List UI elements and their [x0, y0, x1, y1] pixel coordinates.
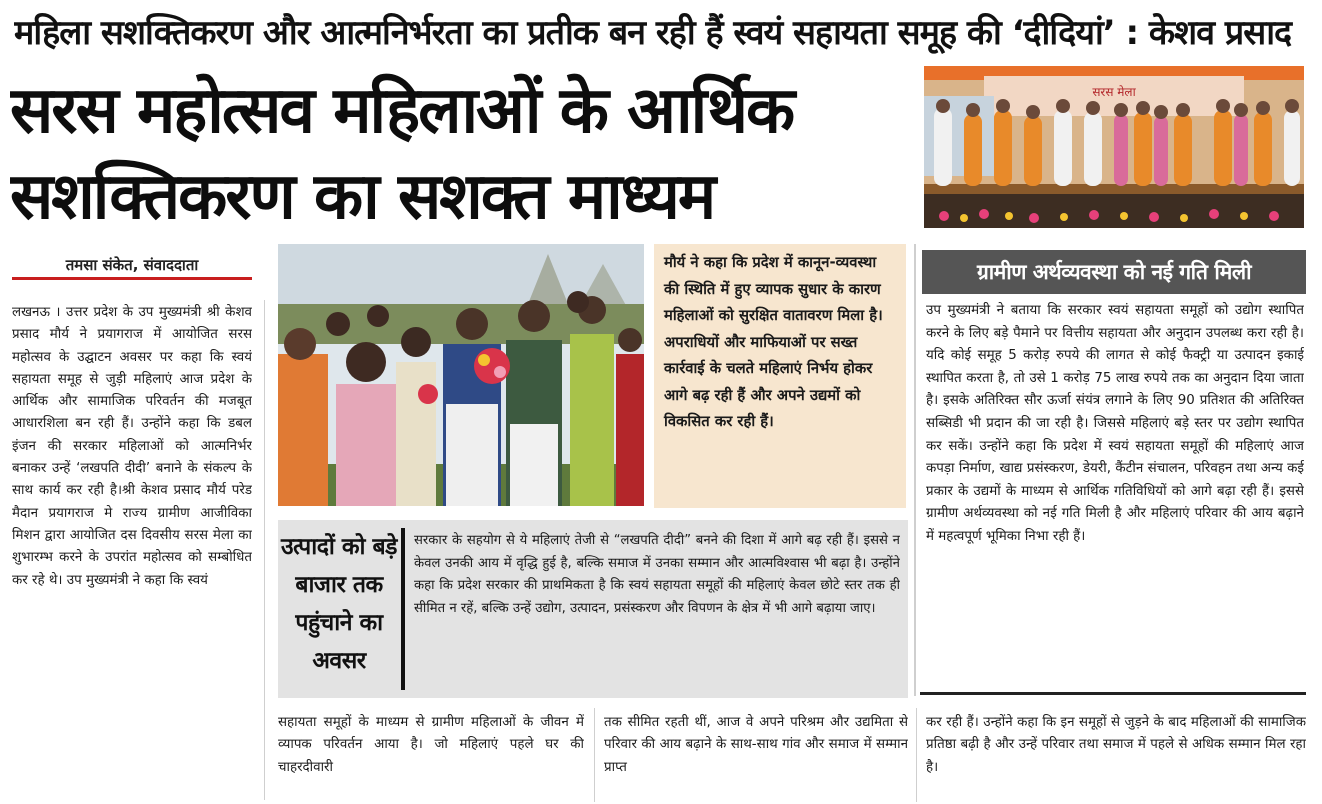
article-column-4-bottom: कर रही हैं। उन्होंने कहा कि इन समूहों से जुड़ने के बाद महिलाओं की सामाजिक प्रतिष्ठा बढ़ी है और उन्हें परिवार तथा समाज में पहले से अधिक सम्मान मिल रहा है।: [926, 715, 1306, 775]
panel-heading: उत्पादों को बड़े बाजार तक पहुंचाने का अवसर: [281, 534, 397, 674]
kicker-headline: महिला सशक्तिकरण और आत्मनिर्भरता का प्रतीक बन रही हैं स्वयं सहायता समूह की ‘दीदियां’ : केशव प्रसाद: [14, 13, 1292, 53]
headline-line-2: सशक्तिकरण का सशक्त माध्यम: [10, 160, 715, 234]
sidebar-bottom-rule: [920, 692, 1306, 695]
byline: तमसा संकेत, संवाददाता: [12, 254, 252, 280]
article-column-1: लखनऊ । उत्तर प्रदेश के उप मुख्यमंत्री श्री केशव प्रसाद मौर्य ने प्रयागराज में आयोजित सरस महोत्सव के उद्घाटन अवसर पर कहा कि स्वयं सहायता समूह से जुड़ी महिलाएं आज प्रदेश के आर्थिक और सामाजिक परिवर्तन की मजबूत आधारशिला बन रही हैं। उन्होंने कहा कि डबल इंजन की सरकार महिलाओं को आत्मनिर्भर बनाकर उन्हें ‘लखपति दीदी’ बनाने के संकल्प के साथ कार्य कर रही है।श्री केशव प्रसाद मौर्य परेड मैदान प्रयागराज मे राज्य ग्रामीण आजीविका मिशन द्वारा आयोजित दस दिवसीय सरस मेला का शुभारम्भ करने के उपरांत महोत्सव को सम्बोधित कर रहे थे। उप मुख्यमंत्री ने कहा कि स्वयं: [12, 305, 252, 588]
article-column-3-bottom: तक सीमित रहती थीं, आज वे अपने परिश्रम और उद्यमिता से परिवार की आय बढ़ाने के साथ-साथ गांव और समाज में सम्मान प्राप्त: [604, 715, 908, 775]
column-rule-2: [594, 708, 595, 802]
panel-body-text: सरकार के सहयोग से ये महिलाएं तेजी से “लखपति दीदी” बनने की दिशा में आगे बढ़ रही हैं। इससे न केवल उनकी आय में वृद्धि हुई है, बल्कि समाज में उनका सम्मान और आत्मविश्वास भी बढ़ा है। उन्होंने कहा कि प्रदेश सरकार की प्राथमिकता है कि स्वयं सहायता समूहों की महिलाएं केवल छोटे स्तर तक ही सीमित न रहें, बल्कि उन्हें उद्योग, उत्पादन, प्रसंस्करण और विपणन के क्षेत्र में भी आगे बढ़ाया जाए।: [414, 533, 900, 616]
sidebar-body-text: उप मुख्यमंत्री ने बताया कि सरकार स्वयं सहायता समूहों को उद्योग स्थापित करने के लिए बड़े पैमाने पर वित्तीय सहायता और अनुदान उपलब्ध करा रही है। यदि कोई समूह 5 करोड़ रुपये की लागत से कोई फैक्ट्री या उत्पादन इकाई स्थापित करता है, तो उसे 1 करोड़ 75 लाख रुपये तक का अनुदान दिया जाता है। इसके अतिरिक्त सौर ऊर्जा संयंत्र लगाने के लिए 90 प्रतिशत की अतिरिक्त सब्सिडी भी प्रदान की जा रही है। जिससे महिलाएं बड़े स्तर पर उद्योग स्थापित कर सकें। उन्होंने कहा कि प्रदेश में स्वयं सहायता समूहों की महिलाएं आज कपड़ा निर्माण, खाद्य प्रसंस्करण, डेयरी, कैंटीन संचालन, परिवहन तथा अन्य कई प्रकार के उद्यमों के माध्यम से आर्थिक गतिविधियों को आगे बढ़ा रही हैं। इससे ग्रामीण अर्थव्यवस्था को नई गति मिली है और महिलाएं परिवार की आय बढ़ाने में महत्वपूर्ण भूमिका निभा रही हैं।: [926, 303, 1304, 544]
column-rule-3: [916, 708, 917, 802]
article-column-2-bottom: सहायता समूहों के माध्यम से ग्रामीण महिलाओं के जीवन में व्यापक परिवर्तन आया है। जो महिलाएं पहले घर की चाहरदीवारी: [278, 715, 584, 775]
column-rule-1: [264, 300, 265, 800]
headline-line-1: सरस महोत्सव महिलाओं के आर्थिक: [10, 74, 794, 148]
main-headline: [10, 68, 910, 244]
stage-event-photo: [924, 66, 1304, 228]
pull-quote-box: मौर्य ने कहा कि प्रदेश में कानून-व्यवस्था की स्थिति में हुए व्यापक सुधार के कारण महिलाओं को सुरक्षित वातावरण मिला है। अपराधियों और माफियाओं पर सख्त कार्रवाई के चलते महिलाएं निर्भय होकर आगे बढ़ रही हैं और अपने उद्यमों को विकसित कर रही हैं।: [654, 244, 906, 508]
panel-divider-bar: [401, 528, 405, 690]
group-photo-with-bouquet: [278, 244, 644, 506]
stage-banner-text: सरस मेला: [1092, 85, 1136, 99]
sidebar-left-rule: [914, 244, 916, 696]
sidebar-heading: ग्रामीण अर्थव्यवस्था को नई गति मिली: [922, 250, 1306, 294]
